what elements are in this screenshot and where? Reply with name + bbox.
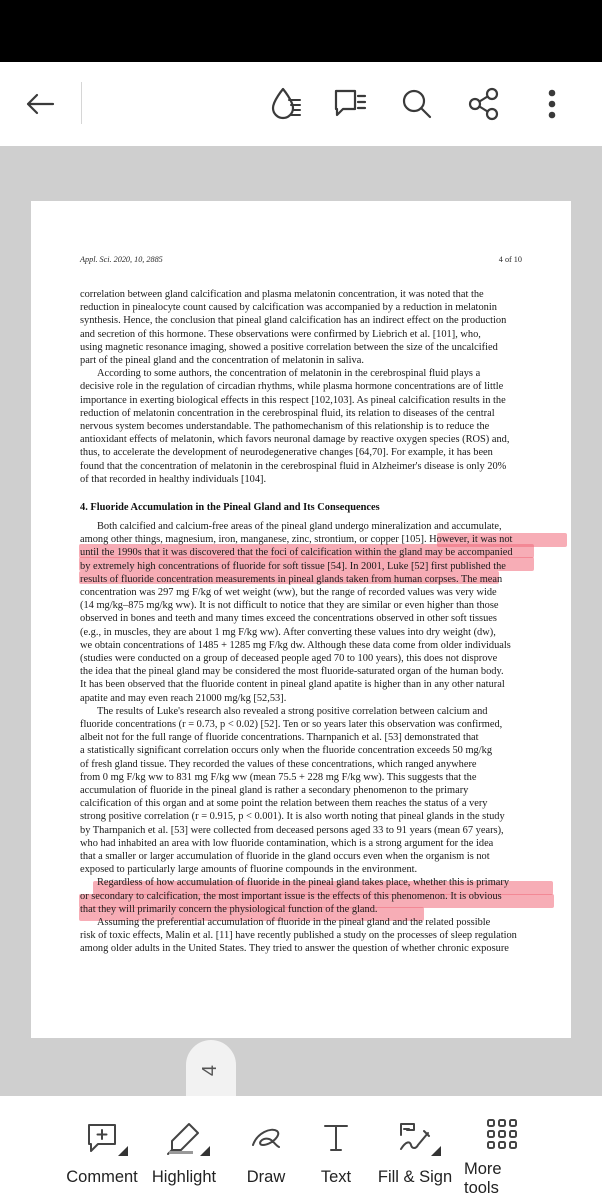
document-text-line: by extremely high concentrations of fluoride for soft tissue [54]. In 2001, Luke [52] first published the	[80, 560, 506, 572]
document-text-line: decisive role in the regulation of circadian rhythms, while plasma hormone concentrations are of little	[80, 381, 504, 393]
more-tools-label: More tools	[464, 1160, 502, 1197]
document-text-line: found that the concentration of melatonin in the cerebrospinal fluid in Alzheimer's disease is only 20%	[80, 460, 507, 472]
fill-sign-icon	[395, 1118, 435, 1158]
more-options-button[interactable]	[530, 82, 574, 126]
document-text-line: Both calcified and calcium-free areas of the pineal gland undergo mineralization and accumulate,	[97, 521, 502, 532]
comments-icon	[333, 87, 367, 121]
document-text-line: the idea that the pineal gland may be considered the most fluoride-saturated organ of the human body.	[80, 666, 504, 678]
page-indicator[interactable]	[186, 1040, 236, 1096]
fill-sign-tool-label: Fill & Sign	[377, 1168, 453, 1186]
document-text-line: part of the pineal gland and the concentration of melatonin in saliva.	[80, 355, 364, 366]
liquid-mode-icon	[269, 86, 303, 122]
document-text-line: antioxidant effects of melatonin, which favors neuronal damage by reactive oxygen species (ROS) and,	[80, 434, 510, 446]
draw-tool[interactable]	[240, 1118, 292, 1196]
comments-button[interactable]	[328, 82, 372, 126]
document-text-line: by Tharnpanich et al. [53] were collected from deceased persons aged 33 to 91 years (mean 67 years),	[80, 824, 504, 836]
running-head: Appl. Sci. 2020, 10, 2885	[80, 255, 163, 264]
document-text-line: observed in bones and teeth and many times exceed the concentrations observed in other soft tissues	[80, 613, 497, 625]
document-text-line: reduction in pinealocyte count caused by calcification was accompanied by a reduction in melatonin	[80, 302, 497, 314]
document-text-line: until the 1990s that it was discovered that the foci of calcification within the gland may be accompanied	[80, 547, 513, 559]
comment-tool-label: Comment	[66, 1168, 138, 1186]
document-text-line: (studies were conducted on a group of deceased people aged 70 to 100 years), this does not disprove	[80, 653, 498, 664]
comment-add-icon	[82, 1118, 122, 1158]
toolbar-divider	[81, 82, 82, 124]
highlighter-icon	[164, 1118, 204, 1158]
document-text-line: among other things, magnesium, iron, manganese, zinc, strontium, or copper [105]. However, it was not	[80, 534, 513, 546]
document-text-line: thus, to accelerate the development of neurodegenerative changes [64,70]. For example, it has been	[80, 447, 493, 459]
document-text-line: It has been observed that the fluoride content in pineal gland apatite is higher than in any other natural	[80, 679, 505, 691]
more-vertical-icon	[547, 89, 557, 119]
top-toolbar	[0, 62, 602, 146]
text-tool[interactable]	[312, 1118, 360, 1196]
document-text-line: correlation between gland calcification and plasma melatonin concentration, it was noted that the	[80, 289, 484, 300]
highlight-tool-label: Highlight	[151, 1168, 217, 1186]
document-text-line: that a smaller or larger accumulation of fluoride in the gland occurs even when the organism is not	[80, 851, 490, 862]
document-text-line: exposed to particularly large amounts of fluorine compounds in the environment.	[80, 864, 418, 876]
search-icon	[401, 88, 433, 120]
text-tool-label: Text	[320, 1168, 352, 1186]
document-text-line: we obtain concentrations of 1485 + 1285 mg F/kg dw. Although these data come from older individuals	[80, 639, 511, 651]
status-bar	[0, 0, 602, 62]
document-text-line: fluoride concentrations (r = 0.73, p < 0.02) [52]. Ten or so years later this observation was confirmed,	[80, 719, 503, 730]
tool-menu-caret	[118, 1146, 128, 1156]
draw-icon	[246, 1118, 286, 1158]
document-text-line: accumulation of fluoride in the pineal gland is rather a secondary phenomenon to the primary	[80, 785, 469, 796]
tool-menu-caret	[431, 1146, 441, 1156]
share-button[interactable]	[462, 82, 506, 126]
document-text-line: reduction of melatonin concentration in the cerebrospinal fluid, its relation to diseases of the central	[80, 407, 495, 419]
tool-menu-caret	[200, 1146, 210, 1156]
bottom-toolbar	[0, 1096, 602, 1200]
document-text-line: strong positive correlation (r = 0.915, p < 0.001). It is also worth noting that pineal glands in the study	[80, 811, 505, 823]
liquid-mode-button[interactable]	[264, 82, 308, 126]
page-number-label: 4 of 10	[498, 255, 522, 264]
document-text-line: and secretion of this hormone. These observations were confirmed by Liebrich et al. [101], who,	[80, 328, 481, 340]
document-text-line: a statistically significant correlation occurs only when the fluoride concentration exceeds 50 mg/kg	[80, 745, 493, 757]
pdf-page[interactable]	[31, 201, 571, 1038]
highlight-tool[interactable]	[150, 1118, 218, 1196]
document-text-line: from 0 mg F/kg ww to 831 mg F/kg ww (mean 75.5 + 228 mg F/kg ww). This suggests that the	[80, 771, 477, 783]
document-text-line: that they will primarily concern the physiological function of the gland.	[80, 903, 378, 915]
document-text-line: nervous system becomes understandable. The pathomechanism of this relationship is to reduce the	[80, 421, 490, 432]
document-text-line: albeit not for the full range of fluoride concentrations. Tharnpanich et al. [53] demonstrated that	[80, 732, 479, 744]
document-text-line: apatite and may even reach 21000 mg/kg [52,53].	[80, 692, 287, 704]
search-button[interactable]	[395, 82, 439, 126]
fill-sign-tool[interactable]	[376, 1118, 454, 1196]
document-text-line: (e.g., in muscles, they are about 1 mg F/kg ww). After converting these values into dry weight (dw),	[80, 626, 496, 638]
page-indicator-number: 4	[199, 1064, 222, 1076]
document-text-line: using magnetic resonance imaging, showed a positive correlation between the size of the uncalcified	[80, 341, 498, 353]
section-heading: 4. Fluoride Accumulation in the Pineal Gland and Its Consequences	[80, 502, 380, 513]
document-text-line: concentration was 297 mg F/kg of wet weight (ww), but the range of recorded values was very wide	[80, 587, 497, 598]
document-text-line: importance in exerting biological effects in this respect [102,103]. As pineal calcification results in the	[80, 394, 506, 406]
document-text-line: synthesis. Hence, the conclusion that pineal gland calcification has an indirect effect on the production	[80, 315, 507, 327]
document-text-line: of fresh gland tissue. They recorded the values of these concentrations, which ranged anywhere	[80, 758, 477, 770]
document-viewer[interactable]	[0, 146, 602, 1096]
document-text-line: Regardless of how accumulation of fluoride in the pineal gland takes place, whether this is primary	[97, 877, 510, 889]
document-text-line: who had inhabited an area with low fluoride contamination, which is a strong argument for the idea	[80, 837, 494, 849]
document-text-line: Assuming the preferential accumulation of fluoride in the pineal gland and the related possible	[97, 917, 491, 928]
document-text-line: risk of toxic effects, Malin et al. [11] have recently published a study on the processes of sleep regulation	[80, 930, 517, 942]
document-text-line: of that recorded in healthy individuals [104].	[80, 473, 267, 485]
back-arrow-icon	[25, 92, 55, 116]
draw-tool-label: Draw	[246, 1168, 286, 1186]
share-icon	[468, 87, 500, 121]
back-button[interactable]	[18, 82, 62, 126]
document-text-line: or secondary to calcification, the most important issue is the effects of this phenomenon. It is obvious	[80, 890, 502, 902]
grid-icon	[482, 1118, 522, 1150]
document-text-line: (14 mg/kg–875 mg/kg ww). It is not difficult to notice that they are similar or even higher than those	[80, 600, 499, 612]
document-text-line: calcification of this organ and at some point the relation between them reaches the status of a very	[80, 798, 488, 810]
document-text-line: According to some authors, the concentration of melatonin in the cerebrospinal fluid plays a	[97, 368, 481, 380]
comment-tool[interactable]	[66, 1118, 138, 1196]
document-text-line: among older adults in the United States. They tried to answer the question of whether chronic exposure	[80, 943, 509, 955]
more-tools[interactable]	[464, 1118, 540, 1196]
text-icon	[316, 1118, 356, 1158]
document-text-line: The results of Luke's research also revealed a strong positive correlation between calcium and	[97, 705, 488, 717]
document-text-line: results of fluoride concentration measurements in pineal glands taken from human corpses. The mean	[80, 573, 503, 585]
